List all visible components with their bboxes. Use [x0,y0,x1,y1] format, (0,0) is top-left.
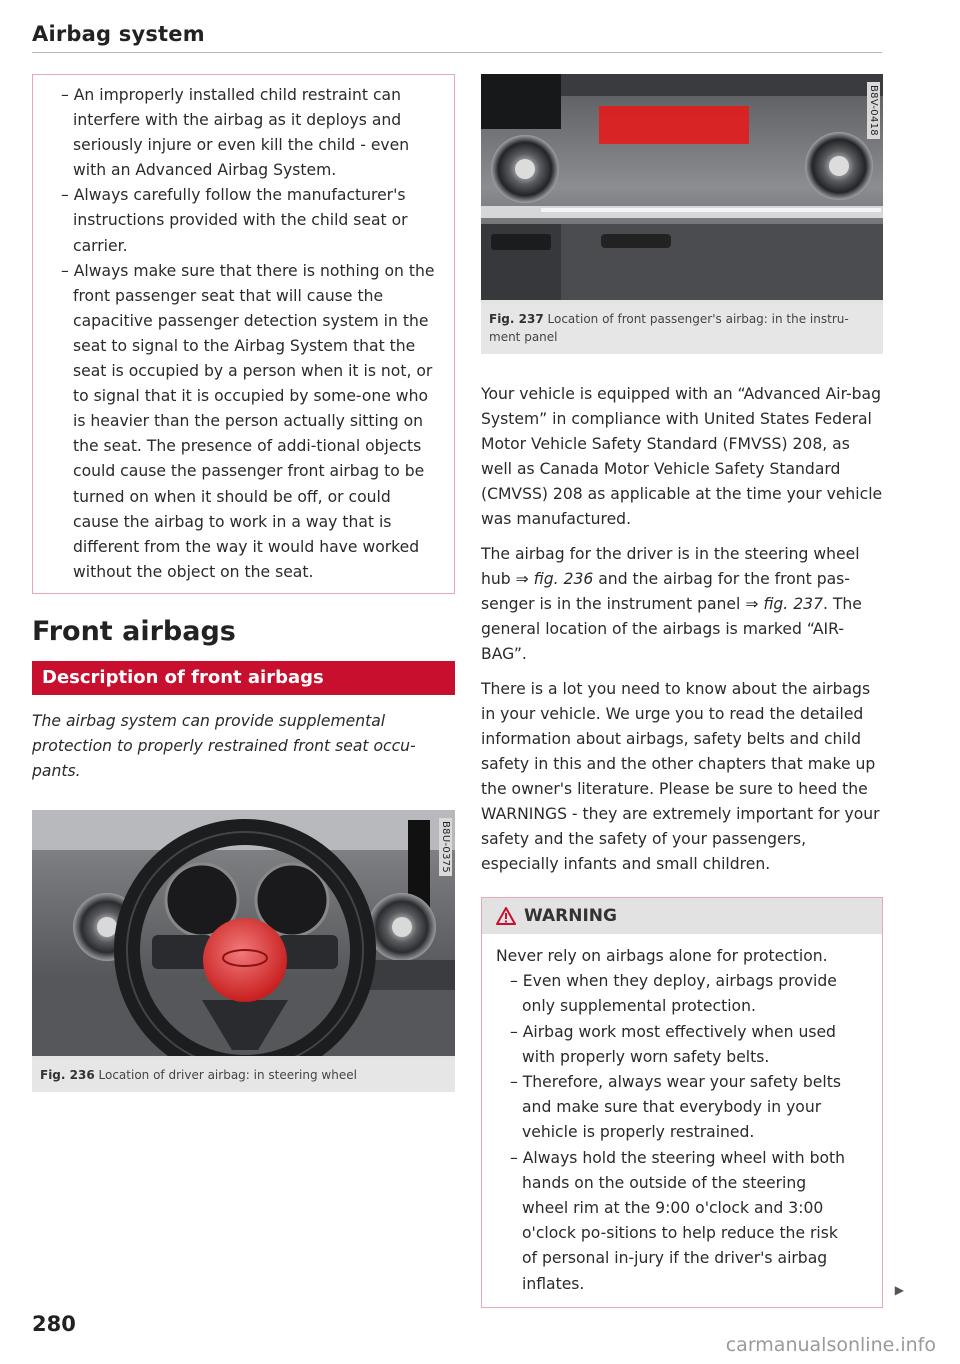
warning-box [481,897,904,1308]
warning-triangle-icon [496,907,516,925]
warning-header [482,898,882,934]
figure-236 [32,810,455,1092]
figure-caption-text: Location of driver airbag: in steering wheel [98,1067,357,1082]
figure-caption-text: Location of front passenger's airbag: in the instru-ment panel [489,312,849,344]
continue-arrow-icon: ▶ [894,1282,904,1297]
warning-bullet: – Always hold the steering wheel with both hands on the outside of the steering wheel rim at the 9:00 o'clock and 3:00 o'clock po-sitions to help reduce the risk of personal in-jury if the driver's airbag inflates. [510,1148,846,1293]
warning-heading: WARNING [524,906,617,926]
warning-intro: Never rely on airbags alone for protection. [496,947,828,965]
watermark: carmanualsonline.info [725,1334,936,1356]
warning-continued-box [32,74,455,594]
warning-bullet: – Airbag work most effectively when used with properly worn safety belts. [510,1022,836,1066]
steering-wheel-illustration [32,810,455,1056]
page-number: 280 [32,1312,76,1336]
steering-wheel-photo [32,810,455,1060]
figure-number: Fig. 237 [489,312,544,326]
body-paragraph [481,542,883,667]
subsection-heading: Description of front airbags [32,661,455,695]
warning-bullet: – Always make sure that there is nothing on the front passenger seat that will cause the capacitive passenger detection system in the seat to signal to the Airbag System that the seat is occupied by a person when it is not, or to signal that it is occupied by some-one who is heavier than the person actually sitting on the seat. The presence of addi-tional objects could cause the passenger front airbag to be turned on when it should be off, or could cause the airbag to work in a way that is different from the way it would have worked without the object on the seat. [61,261,435,581]
figure-id: B8V-0418 [867,82,880,139]
page-header-title: Airbag system [32,22,205,46]
header-divider [32,52,882,53]
instrument-panel-photo [481,74,883,304]
body-text: . The general location of the airbags is marked “AIR-BAG”. [481,595,862,663]
right-column [481,74,904,1308]
warning-bullet: – Always carefully follow the manufacturer's instructions provided with the child seat or carrier. [61,186,408,255]
figure-237 [481,74,883,354]
warning-bullet: – Even when they deploy, airbags provide only supplemental protection. [510,972,837,1016]
figure-caption [32,1060,455,1092]
warning-bullet: – An improperly installed child restraint can interfere with the airbag as it deploys and seriously injure or even kill the child - even with an Advanced Airbag System. [61,86,410,180]
warning-body [482,934,904,1307]
figure-caption [481,304,883,354]
body-text: The airbag for the driver is in the steering wheel hub [481,545,860,588]
warning-bullet: – Therefore, always wear your safety belts and make sure that everybody in your vehicle is properly restrained. [510,1073,841,1142]
figure-reference-link[interactable]: ⇒ fig. 237 [745,595,823,613]
figure-id: B8U-0375 [439,818,452,876]
section-intro: The airbag system can provide supplemental protection to properly restrained front seat occu-pants. [32,711,416,780]
figure-reference-link[interactable]: ⇒ fig. 236 [515,570,594,588]
body-text: and the airbag for the front pas-senger is in the instrument panel [481,570,850,613]
instrument-panel-illustration [481,74,883,300]
figure-number: Fig. 236 [40,1067,95,1082]
body-paragraph: There is a lot you need to know about the airbags in your vehicle. We urge you to read the detailed information about airbags, safety belts and child safety in this and the other chapters that make up the owner's literature. Please be sure to heed the WARNINGS - they are extremely important for your safety and the safety of your passengers, especially infants and small children. [481,680,880,873]
section-title: Front airbags [32,615,236,647]
body-paragraph: Your vehicle is equipped with an “Advanced Air-bag System” in compliance with United States Federal Motor Vehicle Safety Standard (FMVSS) 208, as well as Canada Motor Vehicle Safety Standard (CMVSS) 208 as applicable at the time your vehicle was manufactured. [481,385,883,528]
left-column [32,74,455,1092]
